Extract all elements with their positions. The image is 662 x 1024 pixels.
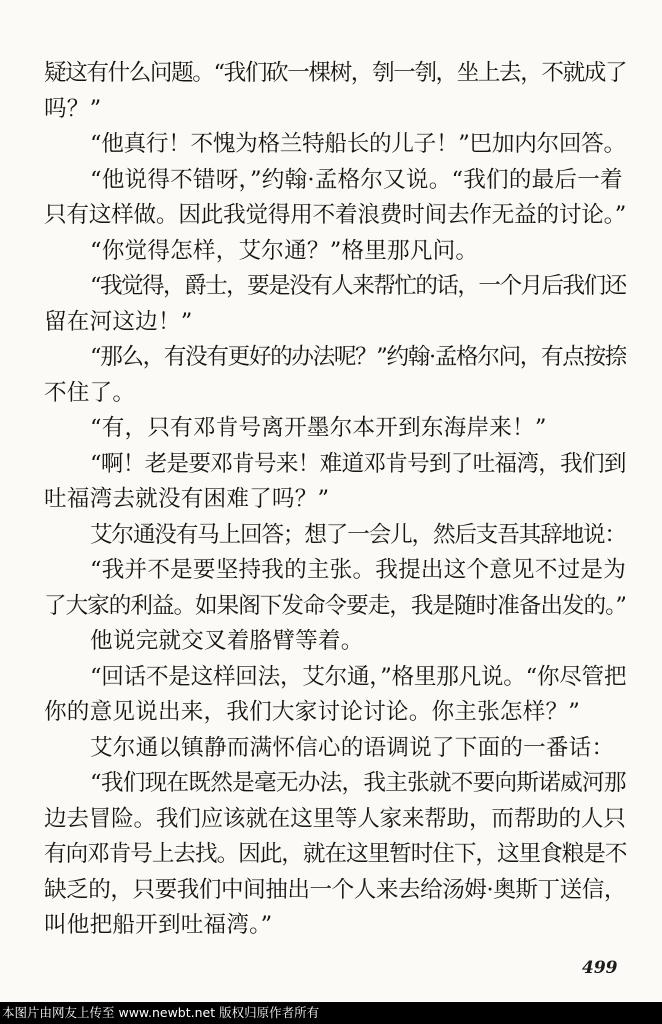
text-line: 边去冒险。我们应该就在这里等人家来帮助，而帮助的人只 [44,805,626,832]
text-line: 叫他把船开到吐福湾。” [44,912,273,938]
text-line: 他说完就交叉着胳臂等着。 [90,628,364,654]
text-line: 留在河这边！” [44,308,193,335]
text-line: “我并不是要坚持我的主张。我提出这个意见不过是为 [90,557,626,583]
page-number: 499 [582,958,618,978]
watermark-text: 本图片由网友上传至 www.newbt.net 版权归原作者所有 [2,1005,320,1020]
text-line: 疑这有什么问题。“我们砍一棵树，刳一刳，坐上去，不就成了 [44,60,626,86]
watermark-bar [0,1002,662,1024]
text-line: 你的意见说出来，我们大家讨论讨论。你主张怎样？” [44,699,581,725]
text-line: “啊！老是要邓肯号来！难道邓肯号到了吐福湾，我们到 [90,450,626,477]
text-line: 不住了。 [44,379,136,406]
text-line: “他真行！不愧为格兰特船长的儿子！”巴加内尔回答。 [90,131,626,157]
text-line: “回话不是这样回法，艾尔通，”格里那凡说。“你尽管把 [90,663,626,690]
text-line: “他说得不错呀，”约翰·孟格尔又说。“我们的最后一着 [90,166,623,193]
text-line: “你觉得怎样，艾尔通？”格里那凡问。 [90,237,479,264]
text-line: 艾尔通以镇静而满怀信心的语调说了下面的一番话： [90,734,615,761]
text-line: 了大家的利益。如果阁下发命令要走，我是随时准备出发的。” [44,592,626,619]
text-line: “有，只有邓肯号离开墨尔本开到东海岸来！” [90,415,547,441]
text-line: 缺乏的，只要我们中间抽出一个人来去给汤姆·奥斯丁送信， [44,876,626,903]
text-line: 吐福湾去就没有困难了吗？” [44,486,330,512]
text-line: “我觉得，爵士，要是没有人来帮忙的话，一个月后我们还 [90,273,626,299]
text-line: “那么，有没有更好的办法呢？”约翰·孟格尔问，有点按捺 [90,344,626,370]
text-line: 只有这样做。因此我觉得用不着浪费时间去作无益的讨论。” [44,202,626,228]
text-line: 有向邓肯号上去找。因此，就在这里暂时住下，这里食粮是不 [44,841,626,867]
text-line: “我们现在既然是毫无办法，我主张就不要向斯诺威河那 [90,770,626,796]
text-line: 吗？” [44,95,102,122]
body-text [44,56,626,944]
text-line: 艾尔通没有马上回答；想了一会儿，然后支吾其辞地说： [90,521,626,548]
